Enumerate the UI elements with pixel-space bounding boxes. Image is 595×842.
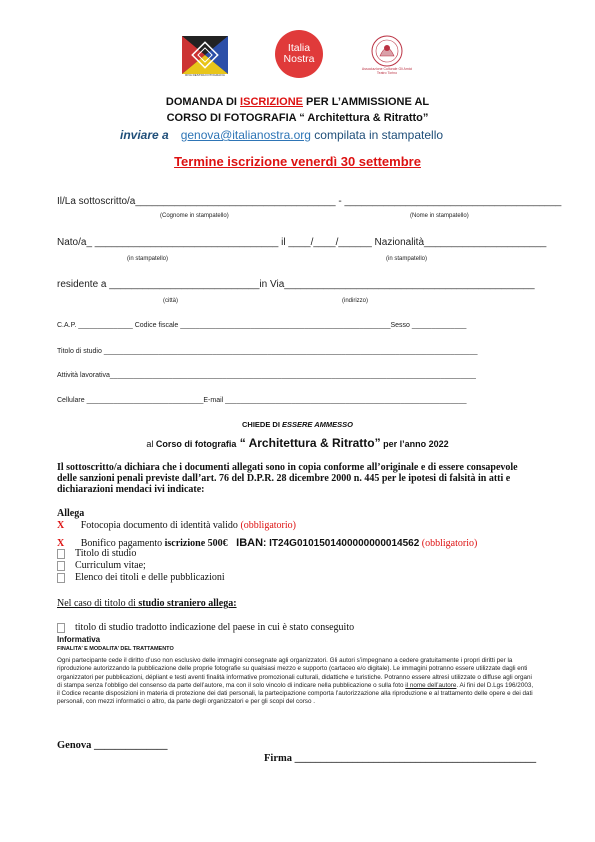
association-seal-logo — [370, 34, 404, 68]
phone-email-row[interactable]: Cellulare ______________________________E-mail ______________________________________________________________ — [57, 397, 467, 404]
request-heading: CHIEDE DI ESSERE AMMESSO — [241, 420, 353, 429]
iban-label: IBAN — [236, 537, 264, 549]
info-title: Informativa — [57, 635, 101, 644]
place-field[interactable]: Genova ______________ — [57, 740, 168, 751]
cap-fiscal-code-row[interactable]: C.A.P. ______________ Codice fiscale ______________________________________________________Sesso ______________ — [57, 322, 467, 329]
italia-nostra-logo — [275, 30, 323, 78]
document-title: DOMANDA DI ISCRIZIONE PER L’AMMISSIONE AL — [165, 96, 430, 108]
name-field-row[interactable]: Il/La sottoscritto/a____________________________________ - _______________________________________ — [57, 196, 562, 207]
occupation-field-row[interactable]: Attività lavorativa______________________________________________________________________________________________ — [57, 372, 476, 379]
nationality-caption: (in stampatello) — [386, 256, 428, 262]
checkbox-icon[interactable] — [57, 561, 65, 571]
residence-field-row[interactable]: residente a ___________________________in Via_____________________________________________ — [57, 279, 535, 290]
deadline-notice: Termine iscrizione venerdì 30 settembre — [174, 154, 421, 169]
address-caption: (indirizzo) — [342, 298, 369, 304]
birthplace-caption: (in stampatello) — [127, 256, 169, 262]
attachment-publications[interactable]: Elenco dei titoli e delle pubblicazioni — [57, 572, 225, 583]
association-seal-caption: Associazione Culturale Gli Amici Teatro Torino — [361, 67, 413, 75]
send-instructions: inviare a genova@italianostra.org compilata in stampatello — [120, 128, 444, 142]
signature-field[interactable]: Firma ______________________________________________ — [264, 753, 537, 764]
info-subtitle: FINALITA’ E MODALITA’ DEL TRATTAMENTO — [57, 646, 174, 652]
attachments-title: Allega — [57, 508, 85, 519]
attachment-education[interactable]: Titolo di studio — [57, 548, 136, 559]
iban-value: : IT24G0101501400000000014562 — [263, 538, 420, 549]
city-caption: (città) — [163, 298, 178, 304]
birth-field-row[interactable]: Nato/a_ _________________________________ il ____/____/______ Nazionalità______________________ — [57, 237, 547, 248]
firstname-caption: (Nome in stampatello) — [410, 213, 469, 219]
title-highlight: ISCRIZIONE — [240, 96, 303, 108]
attachment-id-document[interactable]: X Fotocopia documento di identità valido (obbligatorio) — [57, 520, 296, 531]
italia-nostra-logo-text: Italia Nostra — [283, 42, 315, 65]
check-mark-icon: X — [57, 520, 65, 531]
riva-destra-caption: RIVA DESTRA FOTOGRAFIA — [185, 73, 225, 77]
attachment-payment[interactable]: X Bonifico pagamento iscrizione 500€ IBAN: IT24G0101501400000000014562 (obbligatorio) — [57, 537, 478, 549]
send-label: inviare a — [120, 128, 169, 142]
attachment-cv[interactable]: Curriculum vitae; — [57, 560, 146, 571]
email-link[interactable]: genova@italianostra.org — [180, 128, 311, 142]
checkbox-icon[interactable] — [57, 573, 65, 583]
document-subtitle: CORSO DI FOTOGRAFIA “ Architettura & Ritratto” — [166, 112, 429, 124]
course-line: al Corso di fotografia “ Architettura & Ritratto” per l’anno 2022 — [146, 436, 449, 450]
foreign-title-heading: Nel caso di titolo di studio straniero allega: — [57, 598, 237, 609]
check-mark-icon: X — [57, 538, 65, 549]
declaration-text: Il sottoscritto/a dichiara che i documenti allegati sono in copia conforme all’originale e di essere consapevole delle sanzioni penali previste dall’art. 76 del D.P.R. 28 dicembre 2000 n. 445 per le ipotesi di falsità in atti e dichiarazioni mendaci ivi indicate: — [57, 462, 518, 495]
checkbox-icon[interactable] — [57, 549, 65, 559]
surname-caption: (Cognome in stampatello) — [160, 213, 229, 219]
info-body: Ogni partecipante cede il diritto d’uso non esclusivo delle immagini consegnate agli organizzatori. Gli autori s’impegnano a cedere gratuitamente i propri diritti per la riproduzione autorizzando la pubblicazione delle proprie fotografie su qualsiasi mezzo e supporto (cartaceo e/o digitale). Le immagini potranno essere utilizzate dagli enti organizzatori per pubblicazioni, dépliant e testi aventi finalità informative promozionali culturali, didattiche e turistiche. Potranno essere altresì utilizzate o diffuse agli organi di stampa senza l’obbligo del consenso da parte dell’autore, ma con il solo vincolo di indicare nella pubblicazione o sulla foto il nome dell’autore. Ai fini del D.Lgs 196/2003, il Codice recante disposizioni in materia di protezione dei dati personali, la partecipazione comporta l’autorizzazione alla riproduzione e al trattamento delle opere e dei dati personali, con mezzi informatici o altro, da parte degli organizzatori e per gli scopi del corso . — [57, 657, 534, 706]
foreign-title-item[interactable]: titolo di studio tradotto indicazione del paese in cui è stato conseguito — [57, 622, 354, 633]
riva-destra-logo — [182, 36, 228, 74]
checkbox-icon[interactable] — [57, 623, 65, 633]
education-field-row[interactable]: Titolo di studio ________________________________________________________________________________________________ — [57, 348, 478, 355]
